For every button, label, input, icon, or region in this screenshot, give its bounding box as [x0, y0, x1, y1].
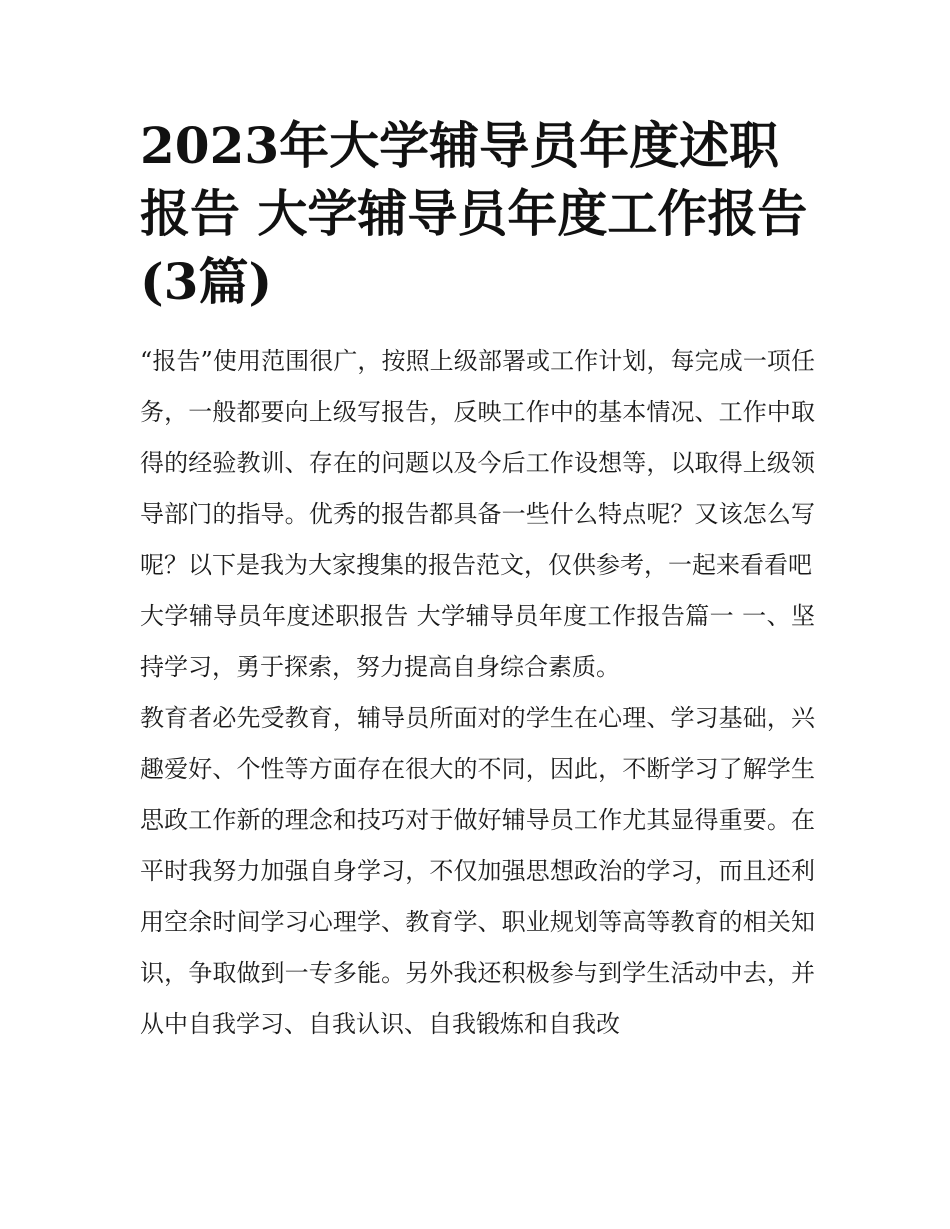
section-heading-paragraph: 大学辅导员年度述职报告 大学辅导员年度工作报告篇一 一、坚持学习，勇于探索，努力提高自身综合素质。	[140, 602, 815, 681]
intro-paragraph: “报告”使用范围很广，按照上级部署或工作计划，每完成一项任务，一般都要向上级写报告，反映工作中的基本情况、工作中取得的经验教训、存在的问题以及今后工作设想等，以取得上级领导部门的指导。优秀的报告都具备一些什么特点呢？又该怎么写呢？以下是我为大家搜集的报告范文，仅供参考，一起来看看吧	[140, 347, 815, 579]
document-content	[140, 112, 815, 1050]
document-title: 2023年大学辅导员年度述职报告 大学辅导员年度工作报告(3篇)	[140, 116, 808, 311]
document-body	[140, 336, 815, 1050]
body-paragraph: 教育者必先受教育，辅导员所面对的学生在心理、学习基础，兴趣爱好、个性等方面存在很大的不同，因此，不断学习了解学生思政工作新的理念和技巧对于做好辅导员工作尤其显得重要。在平时我努力加强自身学习，不仅加强思想政治的学习，而且还利用空余时间学习心理学、教育学、职业规划等高等教育的相关知识，争取做到一专多能。另外我还积极参与到学生活动中去，并从中自我学习、自我认识、自我锻炼和自我改	[140, 704, 815, 1038]
